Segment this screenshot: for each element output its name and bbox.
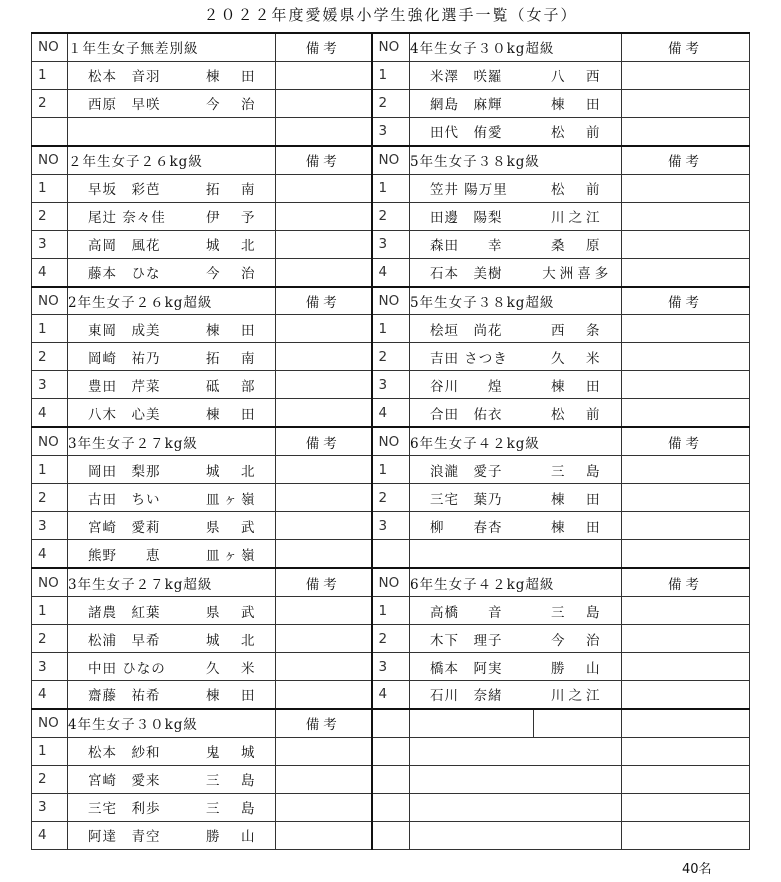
player-club: 城 北: [190, 230, 276, 258]
player-name: 石本 美樹: [410, 258, 534, 286]
player-club: 伊 予: [190, 202, 276, 230]
remarks-cell: [622, 399, 750, 427]
player-club: 西 条: [534, 315, 622, 343]
player-club: 今 治: [534, 625, 622, 653]
remarks-cell: [622, 117, 750, 145]
player-number: 2: [372, 484, 410, 512]
player-number: 1: [32, 61, 68, 89]
table-row: [32, 174, 750, 202]
player-club: 棟 田: [190, 61, 276, 89]
player-name: [410, 540, 534, 568]
remarks-cell: [276, 174, 372, 202]
remarks-cell: [276, 793, 372, 821]
player-number: 4: [32, 681, 68, 709]
player-club: 棟 田: [190, 399, 276, 427]
player-number: 3: [32, 793, 68, 821]
table-row: [32, 399, 750, 427]
player-number: 3: [32, 653, 68, 681]
remarks-cell: [622, 89, 750, 117]
player-club: 川之江: [534, 202, 622, 230]
player-name: 田代 侑愛: [410, 117, 534, 145]
player-number: 2: [32, 765, 68, 793]
weight-class-label: 4年生女子３０kg級: [68, 709, 190, 737]
no-header: NO: [372, 568, 410, 596]
player-club: 三 島: [534, 597, 622, 625]
remarks-cell: [276, 512, 372, 540]
weight-class-label: ２年生女子２６kg級: [68, 146, 190, 174]
player-name: 浪瀧 愛子: [410, 456, 534, 484]
player-name: 高橋 音: [410, 597, 534, 625]
player-number: 1: [372, 315, 410, 343]
class-header-row: [32, 427, 750, 455]
player-number: 4: [32, 540, 68, 568]
table-row: [32, 117, 750, 145]
player-number: [32, 117, 68, 145]
remarks-cell: [276, 821, 372, 849]
no-header: NO: [32, 287, 68, 315]
player-number: [372, 821, 410, 849]
remarks-cell: [622, 540, 750, 568]
remarks-cell: [276, 456, 372, 484]
weight-class-filler: [190, 427, 276, 455]
remarks-cell: [622, 371, 750, 399]
empty-cell: [622, 709, 750, 737]
remarks-header: 備考: [622, 33, 750, 61]
table-row: [32, 765, 750, 793]
remarks-cell: [622, 512, 750, 540]
player-name: 岡崎 祐乃: [68, 343, 190, 371]
remarks-cell: [276, 315, 372, 343]
remarks-cell: [276, 765, 372, 793]
player-name: 松本 紗和: [68, 737, 190, 765]
player-number: 1: [372, 597, 410, 625]
player-name: 石川 奈緒: [410, 681, 534, 709]
player-name: 森田 幸: [410, 230, 534, 258]
table-row: [32, 456, 750, 484]
player-club: 三 島: [190, 793, 276, 821]
player-number: [372, 765, 410, 793]
player-club: 勝 山: [190, 821, 276, 849]
player-club: 勝 山: [534, 653, 622, 681]
player-club: 鬼 城: [190, 737, 276, 765]
remarks-cell: [622, 653, 750, 681]
player-number: 1: [32, 174, 68, 202]
remarks-header: 備考: [276, 427, 372, 455]
player-name: 木下 理子: [410, 625, 534, 653]
remarks-cell: [276, 625, 372, 653]
remarks-cell: [276, 371, 372, 399]
player-name: 松浦 早希: [68, 625, 190, 653]
player-name: 三宅 利歩: [68, 793, 190, 821]
player-name: 吉田 さつき: [410, 343, 534, 371]
table-row: [32, 597, 750, 625]
player-club: 久 米: [534, 343, 622, 371]
remarks-cell: [622, 61, 750, 89]
class-header-row: [32, 709, 750, 737]
table-row: [32, 371, 750, 399]
remarks-cell: [276, 399, 372, 427]
remarks-header: 備考: [276, 33, 372, 61]
weight-class-label: 6年生女子４２kg超級: [410, 568, 534, 596]
no-header: NO: [32, 568, 68, 596]
player-club: 八 西: [534, 61, 622, 89]
remarks-cell: [276, 681, 372, 709]
remarks-cell: [622, 597, 750, 625]
player-name: 柳 春杏: [410, 512, 534, 540]
player-club: 大洲喜多: [534, 258, 622, 286]
remarks-cell: [622, 230, 750, 258]
remarks-cell: [276, 61, 372, 89]
empty-cell: [534, 709, 622, 737]
player-club: [534, 793, 622, 821]
player-club: [190, 117, 276, 145]
player-club: 桑 原: [534, 230, 622, 258]
player-number: 4: [372, 681, 410, 709]
remarks-cell: [622, 765, 750, 793]
player-name: 三宅 葉乃: [410, 484, 534, 512]
table-row: [32, 737, 750, 765]
player-number: 3: [32, 512, 68, 540]
player-name: 宮崎 愛来: [68, 765, 190, 793]
player-club: 棟 田: [534, 371, 622, 399]
weight-class-label: 2年生女子２６kg超級: [68, 287, 190, 315]
player-number: 2: [372, 343, 410, 371]
player-club: 松 前: [534, 117, 622, 145]
player-number: 2: [372, 625, 410, 653]
weight-class-filler: [190, 709, 276, 737]
remarks-cell: [622, 821, 750, 849]
player-name: 古田 ちい: [68, 484, 190, 512]
player-name: 西原 早咲: [68, 89, 190, 117]
player-club: 棟 田: [190, 315, 276, 343]
no-header: NO: [32, 146, 68, 174]
no-header: NO: [32, 427, 68, 455]
table-row: [32, 61, 750, 89]
remarks-cell: [622, 793, 750, 821]
remarks-cell: [622, 174, 750, 202]
table-row: [32, 512, 750, 540]
player-number: 3: [372, 230, 410, 258]
player-number: 2: [32, 343, 68, 371]
table-row: [32, 681, 750, 709]
player-number: 3: [32, 371, 68, 399]
remarks-cell: [622, 343, 750, 371]
player-name: 田邊 陽梨: [410, 202, 534, 230]
total-count: 40名: [682, 862, 712, 877]
remarks-cell: [622, 456, 750, 484]
table-row: [32, 793, 750, 821]
player-club: 三 島: [534, 456, 622, 484]
weight-class-label: 3年生女子２７kg級: [68, 427, 190, 455]
player-number: 4: [372, 258, 410, 286]
player-number: 1: [32, 597, 68, 625]
player-club: 松 前: [534, 399, 622, 427]
player-name: 東岡 成美: [68, 315, 190, 343]
player-name: 熊野 恵: [68, 540, 190, 568]
player-name: 中田 ひなの: [68, 653, 190, 681]
player-club: 皿ヶ嶺: [190, 540, 276, 568]
player-number: 2: [32, 202, 68, 230]
table-row: [32, 821, 750, 849]
player-name: 早坂 彩芭: [68, 174, 190, 202]
player-number: 1: [32, 737, 68, 765]
player-number: [372, 793, 410, 821]
table-row: [32, 625, 750, 653]
remarks-cell: [276, 89, 372, 117]
empty-cell: [410, 709, 534, 737]
remarks-cell: [276, 653, 372, 681]
player-name: 松本 音羽: [68, 61, 190, 89]
no-header: NO: [32, 33, 68, 61]
class-header-row: [32, 568, 750, 596]
player-name: 八木 心美: [68, 399, 190, 427]
player-club: 松 前: [534, 174, 622, 202]
player-name: 網島 麻輝: [410, 89, 534, 117]
weight-class-label: １年生女子無差別級: [68, 33, 190, 61]
weight-class-label: 3年生女子２７kg超級: [68, 568, 190, 596]
player-club: [534, 737, 622, 765]
table-row: [32, 540, 750, 568]
player-number: 4: [32, 258, 68, 286]
player-club: 県 武: [190, 512, 276, 540]
no-header: NO: [372, 33, 410, 61]
player-name: 藤本 ひな: [68, 258, 190, 286]
table-row: [32, 89, 750, 117]
player-name: [410, 793, 534, 821]
player-number: 2: [372, 202, 410, 230]
player-number: 1: [372, 61, 410, 89]
remarks-cell: [276, 258, 372, 286]
no-header: NO: [372, 287, 410, 315]
player-number: [372, 737, 410, 765]
player-name: 笠井 陽万里: [410, 174, 534, 202]
player-number: 4: [32, 399, 68, 427]
weight-class-label: 5年生女子３８kg超級: [410, 287, 534, 315]
player-number: 3: [372, 371, 410, 399]
player-club: 県 武: [190, 597, 276, 625]
remarks-cell: [622, 202, 750, 230]
no-header: NO: [372, 146, 410, 174]
remarks-cell: [276, 117, 372, 145]
player-number: 4: [32, 821, 68, 849]
table-row: [32, 343, 750, 371]
remarks-cell: [276, 540, 372, 568]
remarks-cell: [276, 202, 372, 230]
class-header-row: [32, 287, 750, 315]
remarks-cell: [276, 737, 372, 765]
empty-cell: [372, 709, 410, 737]
player-club: 棟 田: [534, 89, 622, 117]
player-club: [534, 821, 622, 849]
remarks-header: 備考: [276, 568, 372, 596]
player-name: 尾辻 奈々佳: [68, 202, 190, 230]
player-club: [534, 765, 622, 793]
weight-class-filler: [534, 146, 622, 174]
player-name: [410, 765, 534, 793]
player-club: 城 北: [190, 456, 276, 484]
table-row: [32, 653, 750, 681]
player-club: [534, 540, 622, 568]
player-name: [410, 737, 534, 765]
player-club: 久 米: [190, 653, 276, 681]
weight-class-label: 4年生女子３０kg超級: [410, 33, 534, 61]
player-name: 桧垣 尚花: [410, 315, 534, 343]
player-club: 砥 部: [190, 371, 276, 399]
player-number: 2: [32, 484, 68, 512]
player-number: 3: [372, 117, 410, 145]
player-name: 橋本 阿実: [410, 653, 534, 681]
player-number: 4: [372, 399, 410, 427]
remarks-header: 備考: [622, 427, 750, 455]
remarks-cell: [276, 343, 372, 371]
table-row: [32, 258, 750, 286]
player-club: 拓 南: [190, 174, 276, 202]
weight-class-label: 5年生女子３８kg級: [410, 146, 534, 174]
player-name: 齋藤 祐希: [68, 681, 190, 709]
player-club: 城 北: [190, 625, 276, 653]
remarks-header: 備考: [622, 146, 750, 174]
weight-class-label: 6年生女子４２kg級: [410, 427, 534, 455]
remarks-header: 備考: [622, 568, 750, 596]
player-club: 今 治: [190, 258, 276, 286]
player-name: 豊田 芹菜: [68, 371, 190, 399]
player-number: 1: [372, 456, 410, 484]
player-number: [372, 540, 410, 568]
player-club: 棟 田: [190, 681, 276, 709]
player-number: 3: [372, 512, 410, 540]
player-club: 拓 南: [190, 343, 276, 371]
player-name: 阿達 青空: [68, 821, 190, 849]
player-number: 3: [372, 653, 410, 681]
player-number: 1: [372, 174, 410, 202]
remarks-header: 備考: [276, 146, 372, 174]
player-club: 皿ヶ嶺: [190, 484, 276, 512]
weight-class-filler: [190, 33, 276, 61]
table-row: [32, 315, 750, 343]
roster-table: [31, 32, 750, 850]
class-header-row: [32, 33, 750, 61]
remarks-header: 備考: [276, 287, 372, 315]
no-header: NO: [32, 709, 68, 737]
remarks-cell: [622, 681, 750, 709]
player-name: [410, 821, 534, 849]
player-number: 1: [32, 456, 68, 484]
no-header: NO: [372, 427, 410, 455]
remarks-cell: [622, 737, 750, 765]
player-number: 2: [32, 89, 68, 117]
remarks-cell: [276, 230, 372, 258]
remarks-cell: [622, 258, 750, 286]
player-club: 川之江: [534, 681, 622, 709]
player-name: 谷川 煌: [410, 371, 534, 399]
remarks-cell: [622, 484, 750, 512]
weight-class-filler: [534, 427, 622, 455]
page-title: ２０２２年度愛媛県小学生強化選手一覧（女子）: [203, 6, 578, 24]
table-row: [32, 230, 750, 258]
player-name: 米澤 咲羅: [410, 61, 534, 89]
player-club: 今 治: [190, 89, 276, 117]
remarks-cell: [276, 484, 372, 512]
table-row: [32, 484, 750, 512]
player-name: 合田 佑衣: [410, 399, 534, 427]
player-number: 2: [372, 89, 410, 117]
player-number: 1: [32, 315, 68, 343]
remarks-cell: [622, 625, 750, 653]
table-row: [32, 202, 750, 230]
player-name: [68, 117, 190, 145]
player-name: 諸農 紅葉: [68, 597, 190, 625]
remarks-cell: [276, 597, 372, 625]
player-number: 2: [32, 625, 68, 653]
player-number: 3: [32, 230, 68, 258]
player-club: 棟 田: [534, 512, 622, 540]
remarks-header: 備考: [622, 287, 750, 315]
player-club: 三 島: [190, 765, 276, 793]
player-name: 宮崎 愛莉: [68, 512, 190, 540]
remarks-cell: [622, 315, 750, 343]
class-header-row: [32, 146, 750, 174]
remarks-header: 備考: [276, 709, 372, 737]
player-name: 岡田 梨那: [68, 456, 190, 484]
player-club: 棟 田: [534, 484, 622, 512]
player-name: 高岡 風花: [68, 230, 190, 258]
